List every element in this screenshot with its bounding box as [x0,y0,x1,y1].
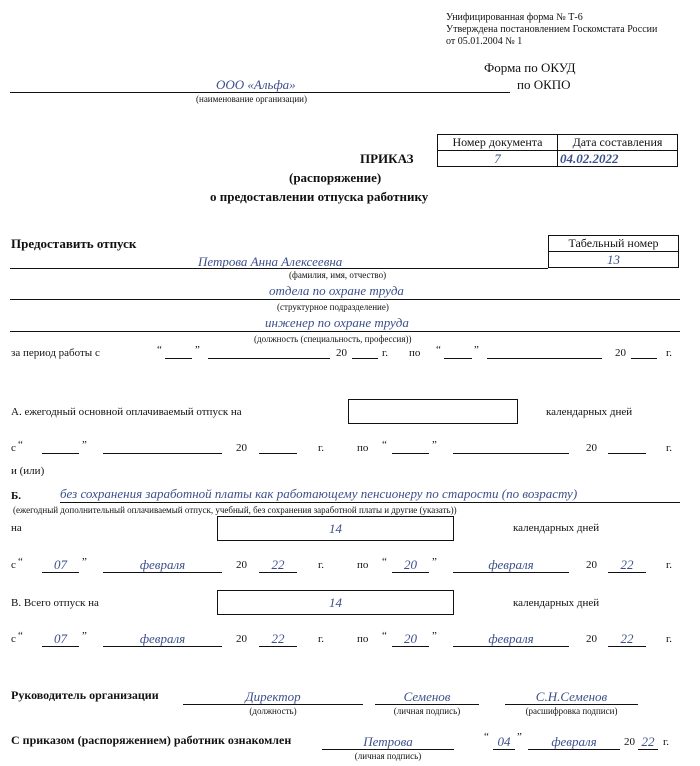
organization-caption: (наименование организации) [196,94,307,104]
work-to-month-line [487,358,602,359]
section-v-days-box: 14 [217,590,454,615]
year-suffix: г. [318,442,325,454]
section-v-from-year-line [259,646,297,647]
from-label: с [11,559,16,571]
century: 20 [236,633,247,645]
year-suffix: г. [666,442,673,454]
ack-month-line [528,749,620,750]
section-v-to-month-line [453,646,569,647]
quote-open: “ [382,556,387,568]
work-from-month-line [208,358,330,359]
section-a-to-month-line [453,453,569,454]
doc-number-header: Номер документа [437,134,558,151]
year-suffix: г. [666,347,673,359]
head-signature-line [375,704,479,705]
section-b-type-line [60,502,680,503]
section-v-from-month-line [103,646,222,647]
head-decoded: С.Н.Семенов [535,689,608,704]
section-v-to-year: 22 [620,631,634,646]
quote-close: ” [474,344,479,356]
section-b-days-box: 14 [217,516,454,541]
section-b-to-day: 20 [404,557,417,572]
century: 20 [586,559,597,571]
quote-open: “ [436,344,441,356]
quote-open: “ [157,344,162,356]
position-caption: (должность (специальность, профессия)) [254,334,412,344]
section-v-from-day-line [42,646,79,647]
section-v-from-month: февраля [139,631,186,646]
head-label: Руководитель организации [11,688,159,702]
to-label: по [357,633,369,645]
section-v-to-day: 20 [404,631,417,646]
century: 20 [624,736,635,748]
section-b-from-month: февраля [139,557,186,572]
section-b-from-year-line [259,572,297,573]
grant-leave-label: Предоставить отпуск [11,236,137,251]
employee-name-line [10,268,548,269]
century: 20 [336,347,347,359]
ack-signature-line [322,749,454,750]
ack-year: 22 [641,734,655,749]
quote-close: ” [432,630,437,642]
quote-open: “ [18,630,23,642]
head-position-line [183,704,363,705]
quote-open: “ [484,731,489,743]
employee-name-caption: (фамилия, имя, отчество) [289,270,387,280]
year-suffix: г. [318,559,325,571]
section-v-to-year-line [608,646,646,647]
days-label: календарных дней [546,406,633,418]
quote-open: “ [18,439,23,451]
section-b-letter: Б. [11,490,22,502]
head-signature-caption: (личная подпись) [393,706,461,716]
work-from-year-line [352,358,378,359]
section-b-to-day-line [392,572,429,573]
tab-number-header: Табельный номер [548,235,679,252]
head-decoded-caption: (расшифровка подписи) [525,706,618,716]
okud-label: Форма по ОКУД [484,60,576,75]
section-v-from-day: 07 [54,631,67,646]
work-to-day-line [444,358,472,359]
quote-close: ” [82,439,87,451]
work-from-day-line [165,358,192,359]
section-b-from-month-line [103,572,222,573]
section-v-to-month: февраля [488,631,534,646]
section-b-leave-type: без сохранения заработной платы как работающему пенсионеру по старости (по возрасту) [60,486,578,501]
form-date-line: от 05.01.2004 № 1 [446,36,523,47]
section-a-from-month-line [103,453,222,454]
quote-close: ” [517,731,522,743]
year-suffix: г. [666,633,673,645]
order-title: ПРИКАЗ [360,151,414,166]
section-a-label: А. ежегодный основной оплачиваемый отпуск на [11,406,242,418]
head-signature: Семенов [403,689,451,704]
order-purpose: о предоставлении отпуска работнику [210,189,429,204]
doc-date-header: Дата составления [557,134,678,151]
section-b-from-day-line [42,572,79,573]
days-label: календарных дней [513,597,600,609]
quote-open: “ [382,439,387,451]
quote-open: “ [382,630,387,642]
quote-close: ” [82,556,87,568]
from-label: с [11,442,16,454]
section-b-to-month: февраля [488,557,534,572]
ack-signature: Петрова [363,734,413,749]
organization-name: ООО «Альфа» [216,77,296,92]
head-position: Директор [245,689,301,704]
to-label: по [409,347,421,359]
form-approval-line: Утверждена постановлением Госкомстата России [446,24,658,35]
organization-line [10,92,510,93]
ack-day: 04 [497,734,511,749]
quote-close: ” [432,439,437,451]
year-suffix: г. [382,347,389,359]
days-label: календарных дней [513,522,600,534]
section-b-to-year: 22 [620,557,634,572]
year-suffix: г. [663,736,670,748]
ack-signature-caption: (личная подпись) [354,751,422,761]
section-a-to-year-line [608,453,646,454]
year-suffix: г. [666,559,673,571]
section-a-from-day-line [42,453,79,454]
acknowledged-label: С приказом (распоряжением) работник ознакомлен [11,733,292,747]
century: 20 [615,347,626,359]
century: 20 [586,633,597,645]
department-caption: (структурное подразделение) [277,302,389,312]
quote-close: ” [195,344,200,356]
head-position-caption: (должность) [249,706,297,716]
quote-close: ” [82,630,87,642]
position-line [10,331,680,332]
section-b-caption: (ежегодный дополнительный оплачиваемый отпуск, учебный, без сохранения заработной платы и другие (указать)) [13,505,457,515]
ack-day-line [493,749,515,750]
section-v-to-day-line [392,646,429,647]
section-a-to-day-line [392,453,429,454]
to-label: по [357,442,369,454]
section-b-from-year: 22 [271,557,285,572]
employee-position: инженер по охране труда [265,315,409,330]
year-suffix: г. [318,633,325,645]
order-subtitle: (распоряжение) [289,170,382,185]
section-a-days-box [348,399,518,424]
work-period-label: за период работы с [11,347,100,359]
head-decoded-line [505,704,638,705]
okpo-label: по ОКПО [517,77,571,92]
tab-number-value: 13 [548,251,679,268]
section-v-label: В. Всего отпуск на [11,597,99,609]
section-b-from-day: 07 [54,557,67,572]
and-or-label: и (или) [11,465,45,477]
from-label: с [11,633,16,645]
section-b-to-month-line [453,572,569,573]
on-label: на [11,522,22,534]
ack-year-line [638,749,658,750]
department-line [10,299,680,300]
quote-close: ” [432,556,437,568]
doc-date-value: 04.02.2022 [557,150,678,167]
work-to-year-line [631,358,657,359]
section-v-from-year: 22 [271,631,285,646]
ack-month: февраля [551,734,597,749]
section-a-from-year-line [259,453,297,454]
section-b-to-year-line [608,572,646,573]
century: 20 [236,442,247,454]
century: 20 [236,559,247,571]
to-label: по [357,559,369,571]
form-number-line: Унифицированная форма № Т-6 [446,12,583,23]
quote-open: “ [18,556,23,568]
doc-number-value: 7 [437,150,558,167]
employee-name: Петрова Анна Алексеевна [198,254,343,269]
century: 20 [586,442,597,454]
employee-department: отдела по охране труда [269,283,404,298]
